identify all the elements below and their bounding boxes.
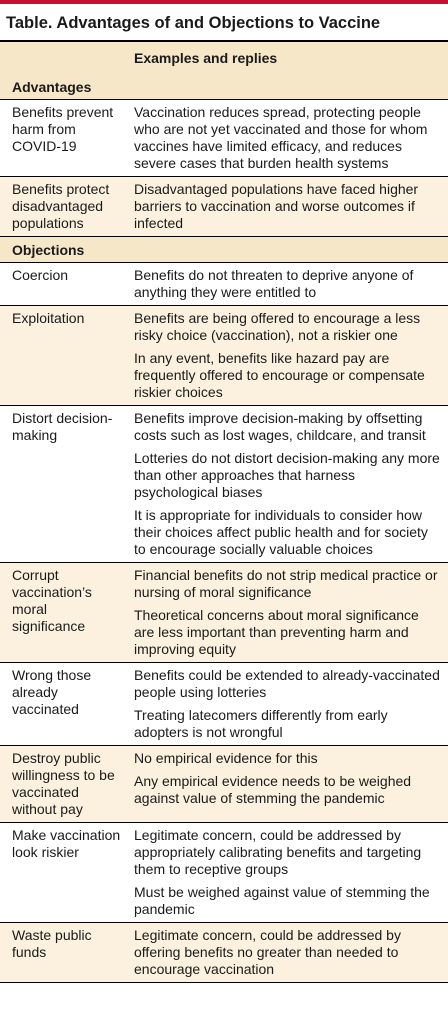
- table-row: [0, 177, 448, 237]
- row-label: Make vaccination look riskier: [12, 827, 121, 860]
- table-row: [0, 923, 448, 983]
- column-header: [0, 42, 448, 75]
- reply-text: Treating latecomers differently from early adopters is not wrongful: [134, 707, 388, 740]
- column-header-label: Examples and replies: [134, 50, 278, 66]
- row-label: Destroy public willingness to be vaccinated without pay: [12, 750, 115, 817]
- table-row: [0, 306, 448, 406]
- row-label: Wrong those already vaccinated: [12, 667, 92, 717]
- table-row: [0, 563, 448, 663]
- reply-text: Vaccination reduces spread, protecting people who are not yet vaccinated and those for whom vaccines have limited efficacy, and reduces severe cases that burden health systems: [134, 104, 428, 171]
- row-label: Waste public funds: [12, 927, 92, 960]
- row-replies: [122, 750, 440, 818]
- table-body: [0, 74, 448, 983]
- table-row: [0, 823, 448, 923]
- section-header: Objections: [0, 237, 448, 263]
- reply-text: Disadvantaged populations have faced higher barriers to vaccination and worse outcomes if infected: [134, 181, 419, 231]
- reply-text: Must be weighed against value of stemming the pandemic: [134, 884, 430, 917]
- reply-text: Benefits do not threaten to deprive anyone of anything they were entitled to: [134, 267, 414, 300]
- table-row: [0, 263, 448, 306]
- reply-text: Financial benefits do not strip medical practice or nursing of moral significance: [134, 567, 438, 600]
- reply-text: Legitimate concern, could be addressed by appropriately calibrating benefits and targeting them to receptive groups: [134, 827, 422, 877]
- reply-text: Legitimate concern, could be addressed by offering benefits no greater than needed to encourage vaccination: [134, 927, 401, 977]
- section-header: Advantages: [0, 74, 448, 100]
- row-replies: [122, 267, 440, 301]
- table-row: [0, 746, 448, 823]
- row-replies: [122, 567, 440, 658]
- reply-text: In any event, benefits like hazard pay are frequently offered to encourage or compensate riskier choices: [134, 350, 425, 400]
- table-row: [0, 663, 448, 746]
- reply-text: Benefits could be extended to already-vaccinated people using lotteries: [134, 667, 440, 700]
- table-row: [0, 406, 448, 563]
- row-label: Exploitation: [12, 310, 85, 326]
- row-label: Benefits prevent harm from COVID-19: [12, 104, 114, 154]
- reply-text: Benefits improve decision-making by offsetting costs such as lost wages, childcare, and transit: [134, 410, 426, 443]
- row-label: Corrupt vaccination’s moral significance: [12, 567, 92, 634]
- reply-text: Theoretical concerns about moral significance are less important than preventing harm and improving equity: [134, 607, 419, 657]
- reply-text: Any empirical evidence needs to be weighed against value of stemming the pandemic: [134, 773, 412, 806]
- row-label: Distort decision-making: [12, 410, 113, 443]
- table-title: Table. Advantages of and Objections to Vaccine: [0, 4, 448, 42]
- row-replies: [122, 927, 440, 978]
- row-replies: [122, 667, 440, 741]
- row-replies: [122, 827, 440, 918]
- row-replies: [122, 310, 440, 401]
- row-label: Coercion: [12, 267, 69, 283]
- reply-text: Benefits are being offered to encourage a less risky choice (vaccination), not a riskier one: [134, 310, 421, 343]
- reply-text: Lotteries do not distort decision-making any more than other approaches that harness psychological biases: [134, 450, 440, 500]
- row-replies: [122, 410, 440, 558]
- reply-text: It is appropriate for individuals to consider how their choices affect public health and for society to encourage socially valuable choices: [134, 507, 428, 557]
- table-row: [0, 100, 448, 177]
- row-replies: [122, 181, 440, 232]
- reply-text: No empirical evidence for this: [134, 750, 318, 766]
- row-label: Benefits protect disadvantaged populations: [12, 181, 110, 231]
- row-replies: [122, 104, 440, 172]
